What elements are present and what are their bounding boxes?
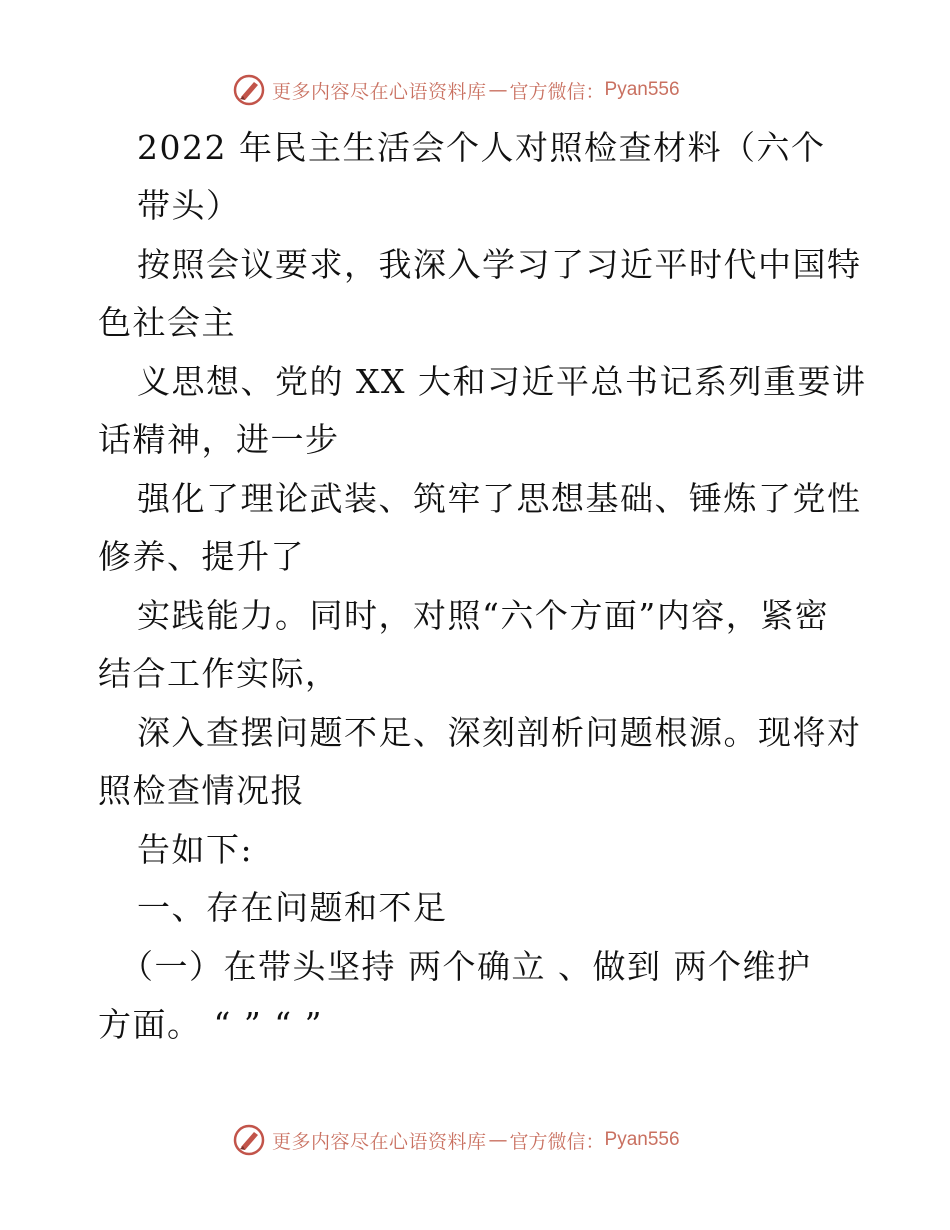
header-watermark: [232, 72, 680, 108]
paragraph-line: 照检查情况报: [98, 771, 305, 810]
banner-dash: —: [488, 1129, 508, 1151]
brand-text: 更多内容尽在心语资料库: [272, 1130, 487, 1153]
paragraph-line: 实践能力。同时，对照“六个方面”内容，紧密: [137, 596, 830, 635]
pen-seal-logo-icon: [232, 1123, 266, 1157]
wechat-label: 官方微信：: [509, 80, 605, 103]
paragraph-line: 结合工作实际，: [98, 654, 340, 693]
title-line-2: 带头）: [137, 186, 241, 225]
paragraph-line: 色社会主: [98, 303, 236, 342]
paragraph-line: 按照会议要求，我深入学习了习近平时代中国特: [137, 245, 862, 284]
paragraph-line: 话精神，进一步: [98, 420, 340, 459]
wechat-id: Pyan556: [604, 79, 680, 100]
wechat-label: 官方微信：: [509, 1130, 605, 1153]
brand-text: 更多内容尽在心语资料库: [272, 80, 487, 103]
section-heading: 一、存在问题和不足: [137, 888, 448, 927]
paragraph-line: 义思想、党的 XX 大和习近平总书记系列重要讲: [137, 362, 867, 401]
subsection-heading-line-2: 方面。 “ ” “ ”: [98, 1005, 323, 1044]
paragraph-line: 强化了理论武装、筑牢了思想基础、锤炼了党性: [137, 479, 862, 518]
title-line-1: 2022 年民主生活会个人对照检查材料（六个: [137, 128, 826, 167]
wechat-id: Pyan556: [604, 1129, 680, 1150]
pen-seal-logo-icon: [232, 73, 266, 107]
paragraph-line: 深入查摆问题不足、深刻剖析问题根源。现将对: [137, 713, 862, 752]
footer-watermark: [232, 1122, 680, 1158]
paragraph-line: 告如下:: [137, 830, 254, 869]
paragraph-line: 修养、提升了: [98, 537, 305, 576]
subsection-heading-line-1: （一）在带头坚持 两个确立 、做到 两个维护: [120, 947, 812, 986]
banner-dash: —: [488, 79, 508, 101]
